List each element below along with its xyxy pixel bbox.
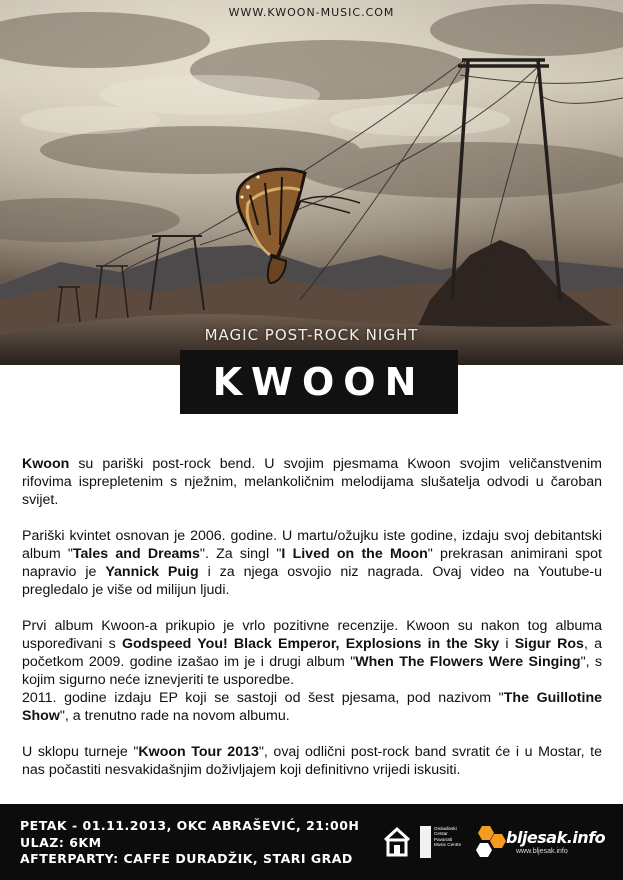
hexagon-logo-icon	[472, 824, 506, 860]
ep-name: The Guillotine Show	[22, 690, 603, 724]
website-url: WWW.KWOON-MUSIC.COM	[228, 6, 395, 19]
director-name: Yannick Puig	[105, 564, 199, 580]
okc-logo-text: Omladinski Centar Pavarotti Music Centre	[434, 826, 462, 848]
paragraph-intro: Kwoon su pariški post-rock bend. U svojim pjesmama Kwoon svojim veličanstvenim rifovima isprepletenim s nježnim, melankoličnim melodijama slušatelja odvodi u čaroban svijet.	[22, 456, 602, 508]
house-logo-icon	[382, 826, 412, 858]
paragraph-tour: U sklopu turneje "Kwoon Tour 2013", ovaj odlični post-rock band svratit će i u Mostar, te nas počastiti nesvakidašnjim doživljajem koji definitivno vrijedi iskusiti.	[22, 744, 602, 778]
title-box	[180, 350, 458, 414]
okc-logo	[420, 826, 460, 858]
album-name: Tales and Dreams	[72, 546, 200, 562]
band-name: Kwoon	[22, 456, 70, 472]
landscape-illustration	[0, 0, 623, 365]
okc-logo-mark	[420, 826, 431, 858]
bljesak-url: www.bljesak.info	[516, 848, 568, 855]
paragraph-ep: 2011. godine izdaju EP koji se sastoji od šest pjesama, pod nazivom "The Guillotine Show", a trenutno rade na novom albumu.	[22, 690, 603, 724]
band-title: KWOON	[212, 360, 426, 404]
afterparty-info: AFTERPARTY: CAFFE DURADŽIK, STARI GRAD	[20, 851, 353, 866]
compared-bands: Godspeed You! Black Emperor, Explosions in the Sky	[121, 636, 500, 652]
bljesak-logo	[472, 824, 606, 864]
event-date-venue: PETAK - 01.11.2013, OKC ABRAŠEVIĆ, 21:00H	[20, 818, 360, 833]
entry-price: ULAZ: 6KM	[20, 834, 102, 850]
compared-band-sigur: Sigur Ros	[514, 636, 584, 652]
bljesak-name: bljesak.info	[506, 828, 606, 847]
paragraph-history: Pariški kvintet osnovan je 2006. godine. U martu/ožujku iste godine, izdaju svoj debitantski album "Tales and Dreams". Za singl "I Lived on the Moon" prekrasan animirani spot napravio je Yannick Puig i za njega osvojio niz nagrada. Ovaj video na Youtube-u pregledalo je više od milijun ljudi.	[22, 528, 603, 598]
event-subtitle: MAGIC POST-ROCK NIGHT	[204, 326, 419, 344]
second-album-name: When The Flowers Were Singing	[355, 654, 581, 670]
tour-name: Kwoon Tour 2013	[138, 744, 259, 760]
paragraph-albums: Prvi album Kwoon-a prikupio je vrlo pozitivne recenzije. Kwoon su nakon tog albuma uspoređivani s Godspeed You! Black Emperor, Explosions in the Sky i Sigur Ros, a početkom 2009. godine izašao im je i drugi album "When The Flowers Were Singing", s kojim sigurno neće iznevjeriti te usporedbe.	[22, 618, 602, 688]
article-body	[22, 455, 602, 797]
single-name: I Lived on the Moon	[281, 546, 428, 562]
hero-image	[0, 0, 623, 365]
event-info	[20, 818, 359, 868]
